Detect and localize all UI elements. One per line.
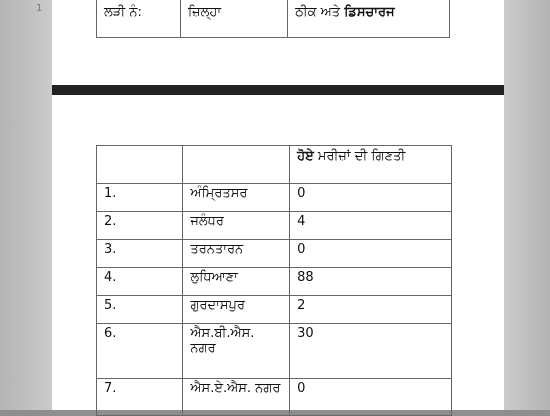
document-page bbox=[36, 0, 504, 410]
header-bold-text: ਹੋਏ bbox=[297, 149, 314, 164]
section-divider bbox=[52, 85, 504, 95]
serial-number-label: ਲੜੀ ਨੰ: bbox=[97, 0, 181, 38]
district-cell: ਐਸ.ਬੀ.ਐਸ. ਨਗਰ bbox=[183, 324, 290, 379]
table-row bbox=[97, 240, 452, 268]
count-cell: 0 bbox=[290, 240, 452, 268]
table-row bbox=[97, 296, 452, 324]
patients-table bbox=[96, 145, 452, 416]
table-row bbox=[97, 268, 452, 296]
district-cell: ਅੰਮ੍ਰਿਤਸਰ bbox=[183, 184, 290, 212]
header-rest-text: ਮਰੀਜ਼ਾਂ ਦੀ ਗਿਣਤੀ bbox=[313, 149, 406, 164]
district-cell: ਜਲੰਧਰ bbox=[183, 212, 290, 240]
district-cell: ਗੁਰਦਾਸਪੁਰ bbox=[183, 296, 290, 324]
serial-cell: 1. bbox=[97, 184, 183, 212]
header-cell-serial bbox=[97, 146, 183, 184]
table-row bbox=[97, 184, 452, 212]
count-cell: 4 bbox=[290, 212, 452, 240]
header-table-row bbox=[97, 0, 450, 38]
count-cell: 30 bbox=[290, 324, 452, 379]
header-table bbox=[96, 0, 450, 38]
serial-cell: 5. bbox=[97, 296, 183, 324]
count-cell: 2 bbox=[290, 296, 452, 324]
count-cell: 0 bbox=[290, 184, 452, 212]
table-row bbox=[97, 212, 452, 240]
header-cell-district bbox=[183, 146, 290, 184]
district-cell: ਤਰਨਤਾਰਨ bbox=[183, 240, 290, 268]
discharged-text: ਡਿਸਚਾਰਜ bbox=[344, 5, 395, 20]
district-cell: ਐਸ.ਏ.ਐਸ. ਨਗਰ bbox=[183, 379, 290, 416]
serial-cell: 4. bbox=[97, 268, 183, 296]
table-row bbox=[97, 324, 452, 379]
recovered-text: ਠੀਕ ਅਤੇ bbox=[295, 5, 345, 20]
recovered-discharged-label bbox=[288, 0, 450, 38]
blurred-right-margin bbox=[504, 0, 550, 410]
count-cell: 88 bbox=[290, 268, 452, 296]
blurred-left-margin bbox=[0, 0, 52, 410]
serial-cell: 6. bbox=[97, 324, 183, 379]
district-label: ਜ਼ਿਲ੍ਹਾ bbox=[180, 0, 287, 38]
serial-cell: 2. bbox=[97, 212, 183, 240]
page-number: 1 bbox=[36, 3, 43, 14]
header-cell-patient-count bbox=[290, 146, 452, 184]
serial-cell: 3. bbox=[97, 240, 183, 268]
count-cell: 0 bbox=[290, 379, 452, 416]
district-cell: ਲੁਧਿਆਣਾ bbox=[183, 268, 290, 296]
table-header-row bbox=[97, 146, 452, 184]
serial-cell: 7. bbox=[97, 379, 183, 416]
